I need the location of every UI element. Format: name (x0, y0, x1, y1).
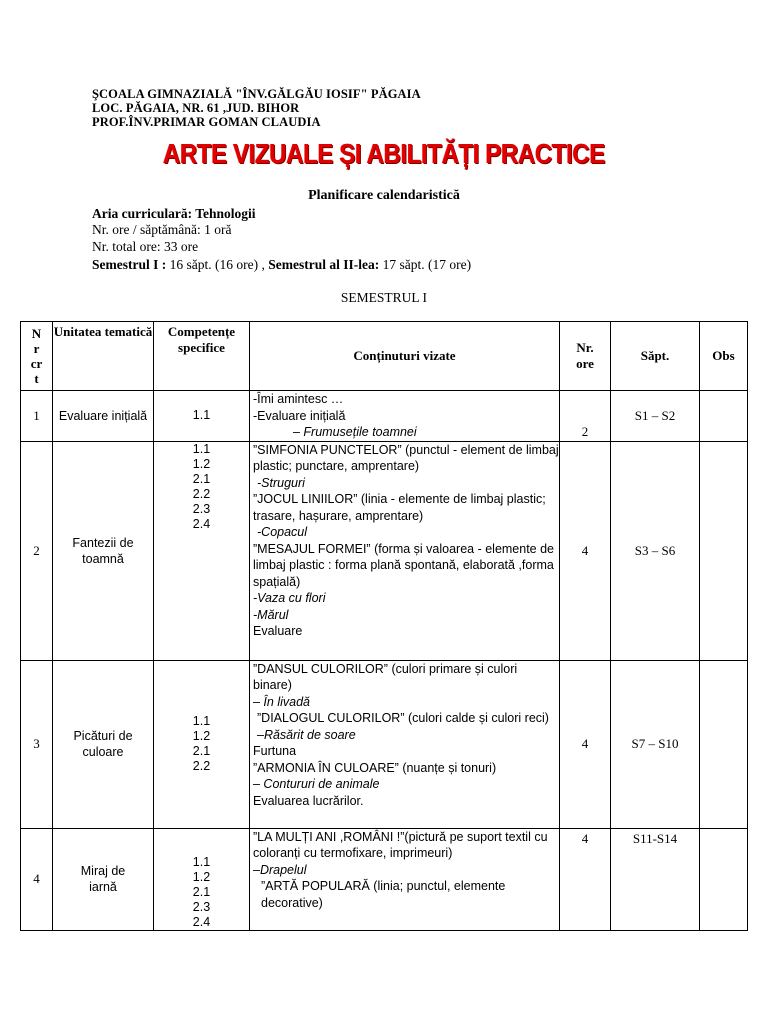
row-unit: Fantezii de toamnă (53, 441, 154, 660)
row-weeks: S1 – S2 (611, 391, 700, 442)
header-unit: Unitatea tematică (53, 322, 154, 391)
school-location: LOC. PĂGAIA, NR. 61 ,JUD. BIHOR (92, 101, 300, 115)
row-hours: 4 (560, 660, 611, 828)
sem2-value: 17 săpt. (17 ore) (379, 257, 472, 272)
hours-per-week: Nr. ore / săptămână: 1 oră (92, 222, 232, 237)
content-line: ”DANSUL CULORILOR” (culori primare și culori binare) (253, 661, 518, 692)
row-obs (700, 441, 748, 660)
row-nr: 3 (21, 660, 53, 828)
table-row (21, 391, 748, 442)
content-line: ”ARTĂ POPULARĂ (linia; punctul, elemente decorative) (261, 879, 506, 910)
row-weeks: S7 – S10 (611, 660, 700, 828)
content-line: ”MESAJUL FORMEI” (forma și valoarea - elemente de limbaj plastic : forma plană spontană, elaborată ,forma spațială) (253, 541, 555, 589)
school-name: ŞCOALA GIMNAZIALĂ "ÎNV.GĂLGĂU IOSIF" PĂGAIA (92, 87, 421, 101)
table-header-row (21, 322, 748, 391)
row-unit: Picături de culoare (53, 660, 154, 828)
row-unit: Miraj de iarnă (53, 828, 154, 930)
content-line: -Îmi amintesc … (253, 392, 344, 406)
row-unit: Evaluare inițială (53, 391, 154, 442)
row-content (250, 660, 560, 828)
row-obs (700, 828, 748, 930)
row-content (250, 391, 560, 442)
row-weeks: S11-S14 (611, 828, 700, 930)
row-hours: 4 (560, 441, 611, 660)
content-line: – Contururi de animale (253, 777, 380, 791)
row-competences: 1.1 (154, 391, 250, 442)
row-nr: 1 (21, 391, 53, 442)
row-obs (700, 391, 748, 442)
content-line: Evaluare (253, 624, 303, 638)
row-obs (700, 660, 748, 828)
sem1-label: Semestrul I : (92, 257, 167, 272)
content-line: Evaluarea lucrărilor. (253, 793, 364, 808)
content-line: ”ARMONIA ÎN CULOARE” (nuanțe și tonuri) (253, 760, 497, 775)
row-competences: 1.1 1.2 2.1 2.3 2.4 (154, 828, 250, 930)
wordart-title (0, 138, 768, 170)
row-hours: 2 (560, 391, 611, 442)
row-content (250, 441, 560, 660)
header-obs: Obs (700, 322, 748, 391)
content-line: – În livadă (253, 694, 310, 709)
content-line: ”LA MULȚI ANI ,ROMÂNI !”(pictură pe suport textil cu coloranți cu termofixare, imprimeuri) (253, 829, 548, 860)
row-nr: 4 (21, 828, 53, 930)
content-line: ”SIMFONIA PUNCTELOR” (punctul - element de limbaj plastic; punctare, amprentare) (253, 442, 559, 473)
content-line: -Evaluare inițială (253, 408, 346, 423)
table-row (21, 828, 748, 930)
content-line: ”DIALOGUL CULORILOR” (culori calde și culori reci) (257, 711, 549, 725)
content-line: Furtuna (253, 744, 297, 758)
semester-heading: SEMESTRUL I (340, 290, 428, 305)
row-nr: 2 (21, 441, 53, 660)
content-line: –Drapelul (253, 862, 307, 877)
content-line: -Mărul (253, 607, 289, 622)
content-line: -Struguri (257, 475, 305, 490)
total-hours: Nr. total ore: 33 ore (92, 239, 199, 254)
content-line: ”JOCUL LINIILOR” (linia - elemente de limbaj plastic; trasare, hașurare, amprentare) (253, 492, 546, 523)
header-sapt: Săpt. (611, 322, 700, 391)
teacher-name: PROF.ÎNV.PRIMAR GOMAN CLAUDIA (92, 115, 321, 129)
content-line: –Răsărit de soare (257, 727, 356, 742)
table-row (21, 441, 748, 660)
planning-table (20, 321, 748, 931)
curricular-area: Aria curriculară: Tehnologii (92, 206, 256, 221)
row-content (250, 828, 560, 930)
semester-summary (92, 257, 471, 273)
row-weeks: S3 – S6 (611, 441, 700, 660)
row-competences: 1.1 1.2 2.1 2.2 2.3 2.4 (154, 441, 250, 660)
wordart-title-text: ARTE VIZUALE ȘI ABILITĂȚI PRACTICE (162, 138, 606, 169)
content-line: – Frumusețile toamnei (293, 425, 417, 439)
header-ore: Nr. ore (560, 322, 611, 391)
header-nr: N r cr t (21, 322, 53, 391)
sem2-label: Semestrul al II-lea: (268, 257, 380, 272)
content-line: -Copacul (257, 525, 308, 539)
header-comp: Competențe specifice (154, 322, 250, 391)
row-hours: 4 (560, 828, 611, 930)
page-subtitle: Planificare calendaristică (308, 188, 460, 203)
sem1-value: 16 săpt. (16 ore) , (166, 257, 269, 272)
table-row (21, 660, 748, 828)
row-competences: 1.1 1.2 2.1 2.2 (154, 660, 250, 828)
content-line: -Vaza cu flori (253, 591, 326, 605)
header-content: Conținuturi vizate (250, 322, 560, 391)
